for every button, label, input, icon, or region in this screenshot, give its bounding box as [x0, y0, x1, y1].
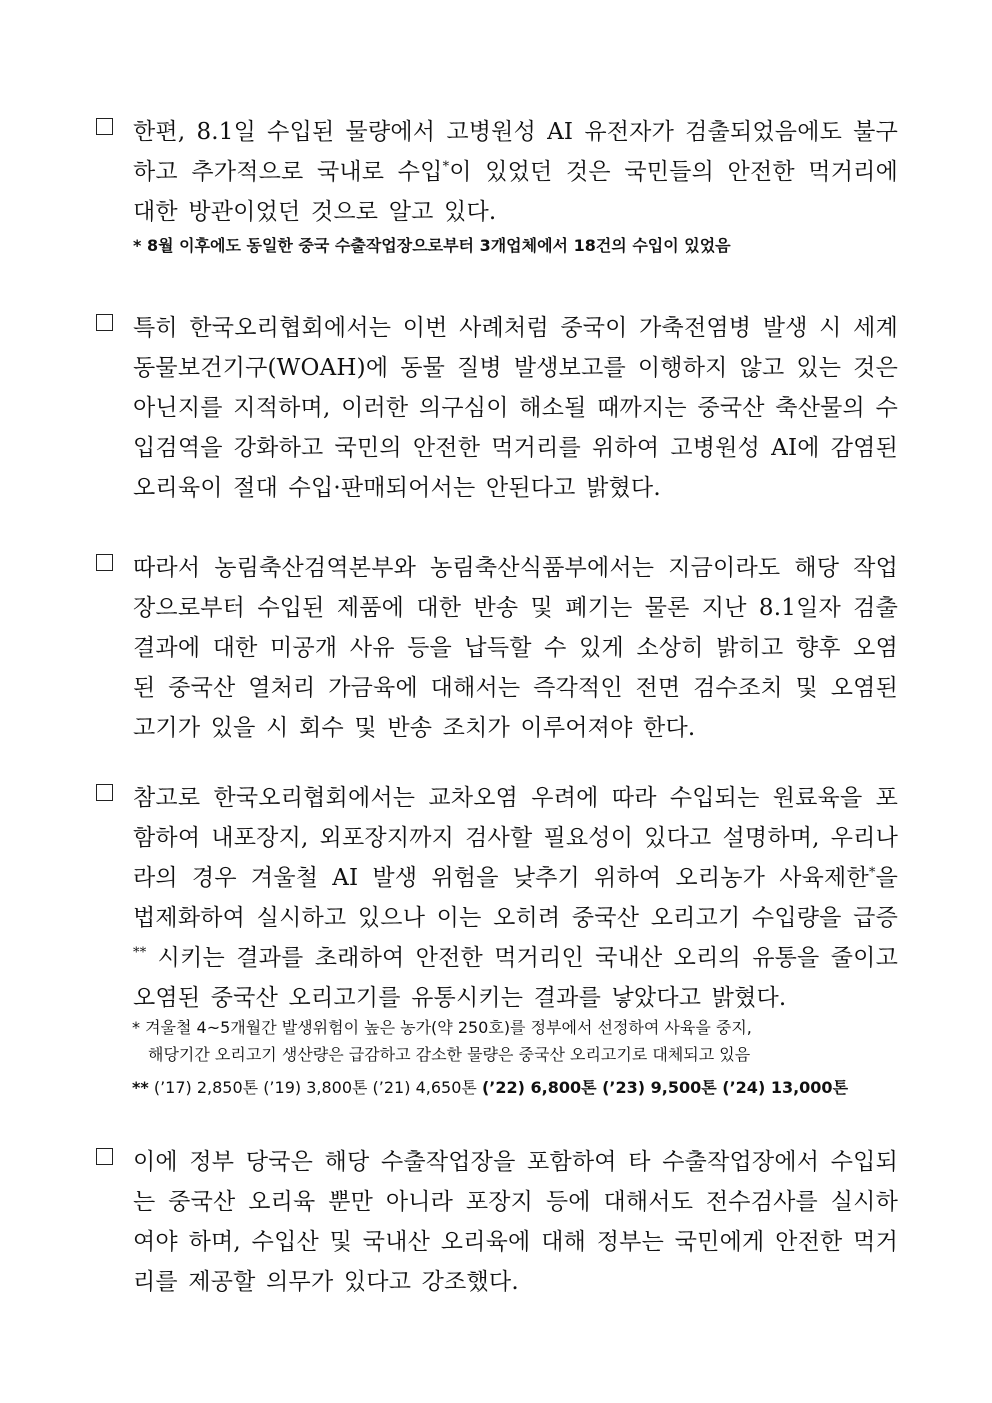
- footnote-2: [132, 1014, 898, 1068]
- footnote-1: * 8월 이후에도 동일한 중국 수출작업장으로부터 3개업체에서 18건의 수입이 있었음: [133, 236, 731, 255]
- checkbox-bullet-icon: [96, 118, 113, 135]
- paragraph-section-1: [96, 112, 898, 232]
- paragraph-4-text-b: 을 법제화하여 실시하고 있으나 이는 오히려 중국산 오리고기 수입량을 급증: [133, 865, 898, 931]
- checkbox-bullet-icon: [96, 554, 113, 571]
- checkbox-bullet-icon: [96, 1148, 113, 1165]
- footnote-marker: **: [133, 945, 147, 961]
- paragraph-3: 따라서 농림축산검역본부와 농림축산식품부에서는 지금이라도 해당 작업장으로부터 수입된 제품에 대한 반송 및 폐기는 물론 지난 8.1일자 검출결과에 대한 미공개 사유 등을 납득할 수 있게 소상히 밝히고 향후 오염된 중국산 열처리 가금육에 대해서는 즉각적인 전면 검수조치 및 오염된 고기가 있을 시 회수 및 반송 조치가 이루어져야 한다.: [133, 555, 898, 741]
- paragraph-1: [133, 112, 898, 232]
- footnote-3-marker: **: [132, 1078, 149, 1097]
- paragraph-4-text-a: 참고로 한국오리협회에서는 교차오염 우려에 따라 수입되는 원료육을 포함하여 내포장지, 외포장지까지 검사할 필요성이 있다고 설명하며, 우리나라의 경우 겨울철 AI 발생 위험을 낮추기 위하여 오리농가 사육제한: [133, 785, 898, 891]
- paragraph-section-2: [96, 308, 898, 508]
- paragraph-1-text-b: 이 있었던 것은 국민들의 안전한 먹거리에 대한 방관이었던 것으로 알고 있다.: [133, 159, 898, 225]
- footnote-marker: *: [868, 865, 876, 881]
- paragraph-4: [133, 778, 898, 1018]
- footnote-3-bold: (’22) 6,800톤 (’23) 9,500톤 (’24) 13,000톤: [481, 1078, 849, 1097]
- checkbox-bullet-icon: [96, 784, 113, 801]
- footnote-3-plain: (’17) 2,850톤 (’19) 3,800톤 (’21) 4,650톤: [153, 1078, 477, 1097]
- paragraph-section-3: [96, 548, 898, 748]
- paragraph-section-4: [96, 778, 898, 1018]
- footnote-2-line-2: 해당기간 오리고기 생산량은 급감하고 감소한 물량은 중국산 오리고기로 대체되고 있음: [148, 1045, 751, 1064]
- paragraph-4-text-c: 시키는 결과를 초래하여 안전한 먹거리인 국내산 오리의 유통을 줄이고 오염된 중국산 오리고기를 유통시키는 결과를 낳았다고 밝혔다.: [133, 945, 898, 1011]
- paragraph-5: 이에 정부 당국은 해당 수출작업장을 포함하여 타 수출작업장에서 수입되는 중국산 오리육 뿐만 아니라 포장지 등에 대해서도 전수검사를 실시하여야 하며, 수입산 및 국내산 오리육에 대해 정부는 국민에게 안전한 먹거리를 제공할 의무가 있다고 강조했다.: [133, 1149, 898, 1295]
- footnote-2-line-1: * 겨울철 4~5개월간 발생위험이 높은 농가(약 250호)를 정부에서 선정하여 사육을 중지,: [132, 1018, 752, 1037]
- paragraph-section-5: [96, 1142, 898, 1302]
- footnote-marker: *: [442, 159, 450, 175]
- paragraph-2: 특히 한국오리협회에서는 이번 사례처럼 중국이 가축전염병 발생 시 세계동물보건기구(WOAH)에 동물 질병 발생보고를 이행하지 않고 있는 것은 아닌지를 지적하며, 이러한 의구심이 해소될 때까지는 중국산 축산물의 수입검역을 강화하고 국민의 안전한 먹거리를 위하여 고병원성 AI에 감염된 오리육이 절대 수입·판매되어서는 안된다고 밝혔다.: [133, 315, 898, 501]
- checkbox-bullet-icon: [96, 314, 113, 331]
- footnote-3: [132, 1074, 898, 1101]
- paragraph-1-text-a: 한편, 8.1일 수입된 물량에서 고병원성 AI 유전자가 검출되었음에도 불구하고 추가적으로 국내로 수입: [133, 119, 898, 185]
